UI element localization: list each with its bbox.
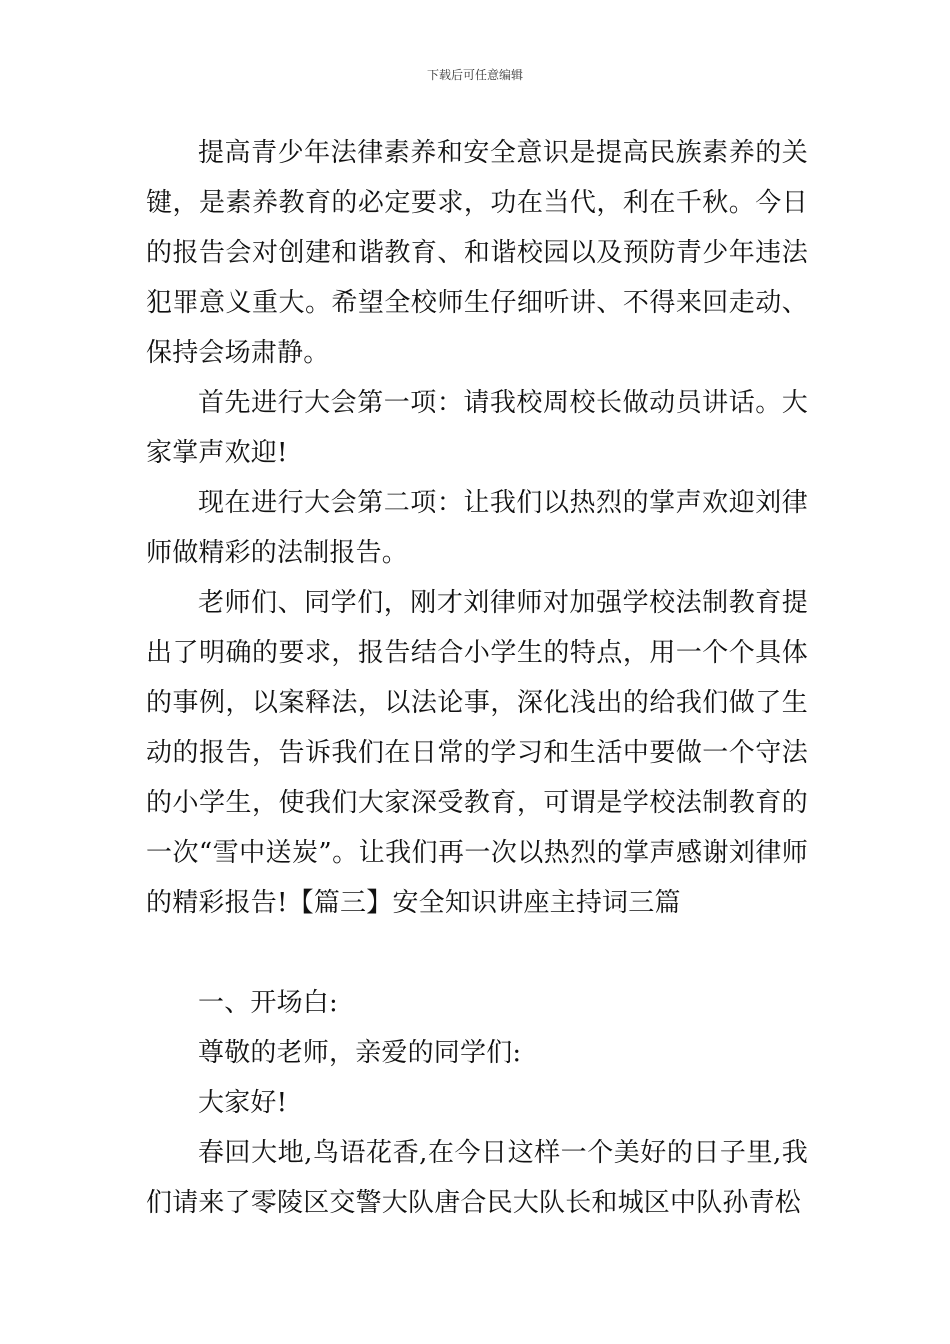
paragraph-item-one: 首先进行大会第一项：请我校周校长做动员讲话。大家掌声欢迎! [146,388,808,468]
paragraph-salutation: 尊敬的老师，亲爱的同学们: [198,1038,522,1068]
paragraph-greeting: 大家好! [198,1088,288,1118]
paragraph-intro: 提高青少年法律素养和安全意识是提高民族素养的关键，是素养教育的必定要求，功在当代，利在千秋。今日的报告会对创建和谐教育、和谐校园以及预防青少年违法犯罪意义重大。希望全校师生仔细听讲、不得来回走动、保持会场肃静。 [146,138,808,368]
paragraph-introduction: 春回大地,鸟语花香,在今日这样一个美好的日子里,我们请来了零陵区交警大队唐合民大队长和城区中队孙青松 [146,1138,808,1218]
paragraph-closing: 老师们、同学们，刚才刘律师对加强学校法制教育提出了明确的要求，报告结合小学生的特点，用一个个具体的事例，以案释法，以法论事，深化浅出的给我们做了生动的报告，告诉我们在日常的学习和生活中要做一个守法的小学生，使我们大家深受教育，可谓是学校法制教育的一次“雪中送炭”。让我们再一次以热烈的掌声感谢刘律师的精彩报告!【篇三】安全知识讲座主持词三篇 [146,588,808,918]
paragraph-item-two: 现在进行大会第二项：让我们以热烈的掌声欢迎刘律师做精彩的法制报告。 [146,488,808,568]
paragraph-opening-heading: 一、开场白: [198,988,338,1018]
page-header-note: 下载后可任意编辑 [426,68,523,82]
section-gap [146,928,808,978]
document-body [146,128,808,1228]
